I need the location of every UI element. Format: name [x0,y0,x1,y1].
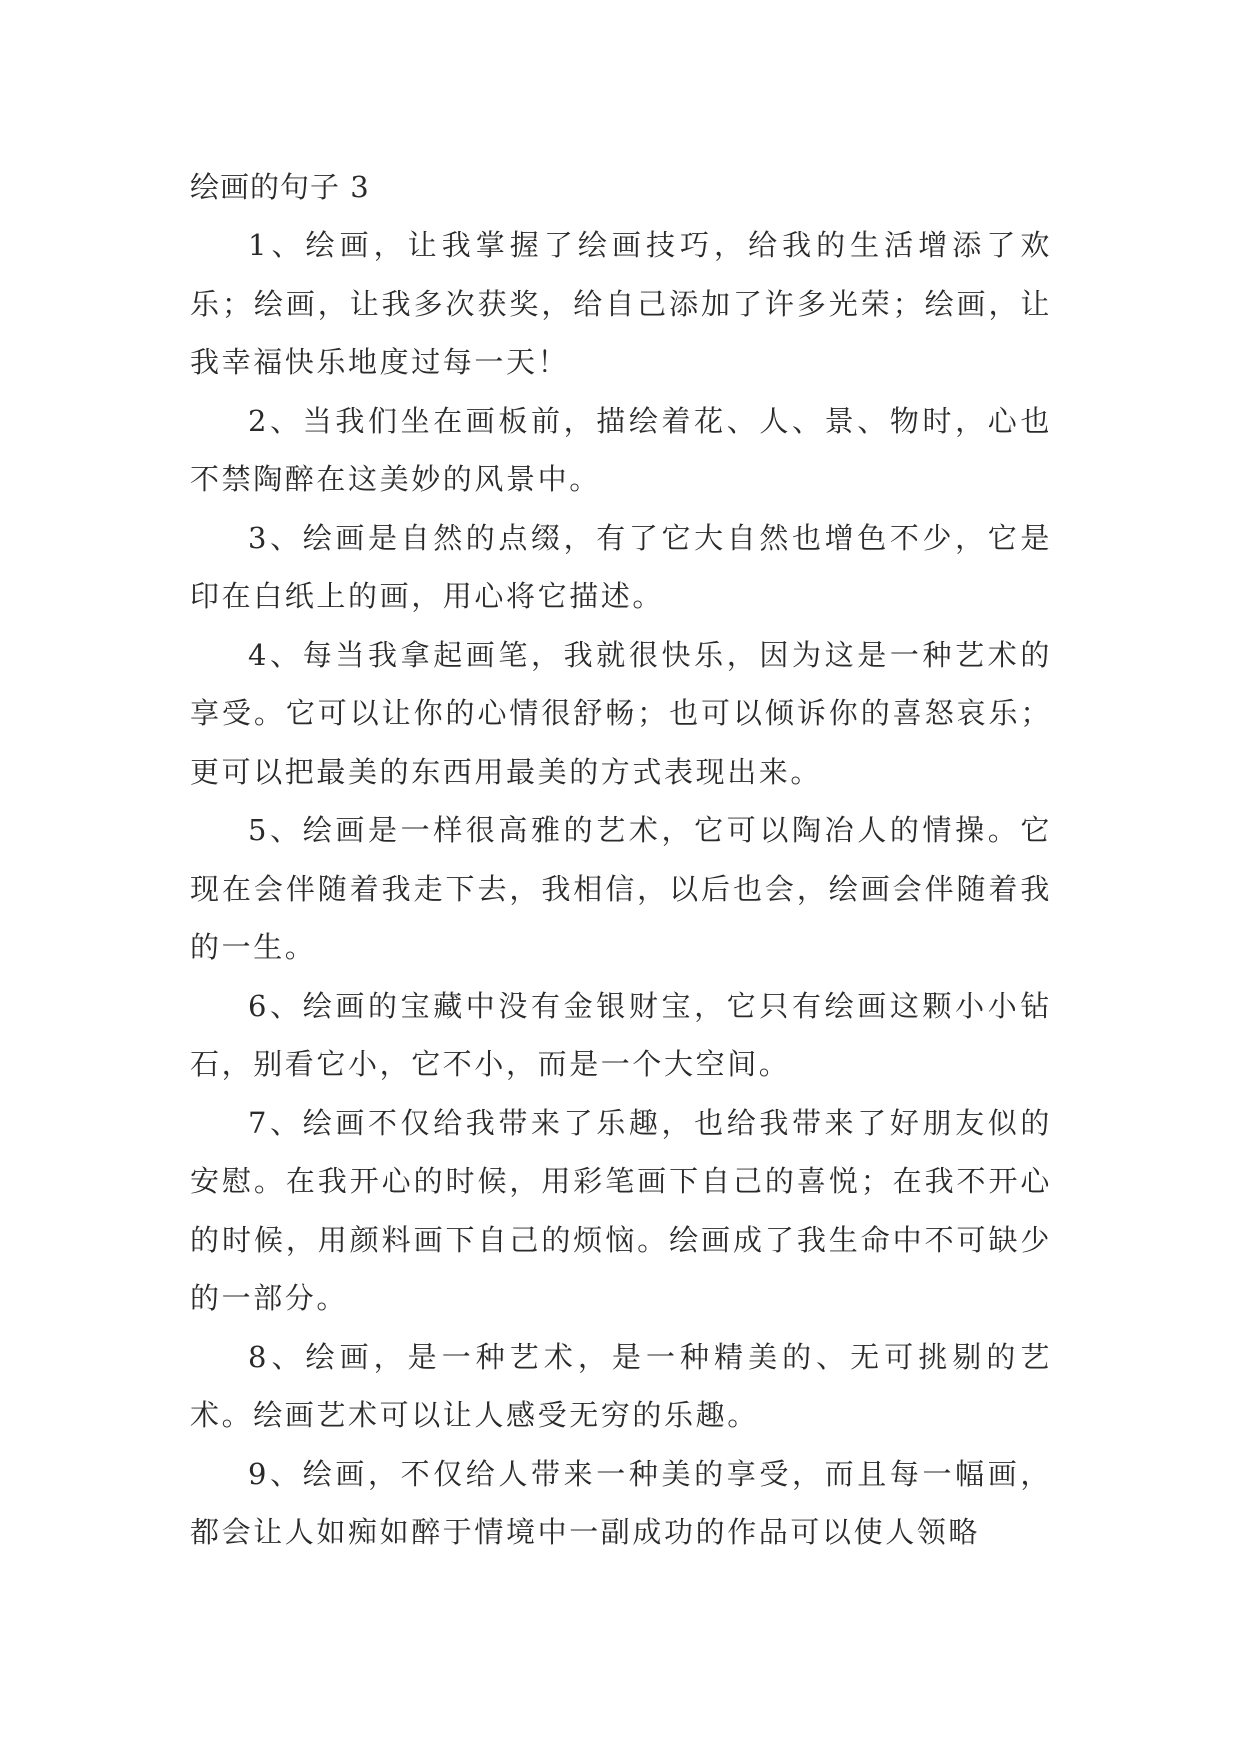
document-body [190,158,1052,1562]
paragraph-8: 8、绘画，是一种艺术，是一种精美的、无可挑剔的艺术。绘画艺术可以让人感受无穷的乐趣。 [190,1339,1052,1432]
paragraph-5: 5、绘画是一样很高雅的艺术，它可以陶冶人的情操。它现在会伴随着我走下去，我相信，以后也会，绘画会伴随着我的一生。 [190,813,1052,964]
paragraph-1: 1、绘画，让我掌握了绘画技巧，给我的生活增添了欢乐；绘画，让我多次获奖，给自己添加了许多光荣；绘画，让我幸福快乐地度过每一天！ [190,228,1052,379]
paragraph-9: 9、绘画，不仅给人带来一种美的享受，而且每一幅画，都会让人如痴如醉于情境中一副成功的作品可以使人领略 [190,1456,1052,1549]
paragraph-7: 7、绘画不仅给我带来了乐趣，也给我带来了好朋友似的安慰。在我开心的时候，用彩笔画下自己的喜悦；在我不开心的时候，用颜料画下自己的烦恼。绘画成了我生命中不可缺少的一部分。 [190,1105,1052,1315]
paragraph-4: 4、每当我拿起画笔，我就很快乐，因为这是一种艺术的享受。它可以让你的心情很舒畅；也可以倾诉你的喜怒哀乐；更可以把最美的东西用最美的方式表现出来。 [190,637,1052,789]
paragraph-6: 6、绘画的宝藏中没有金银财宝，它只有绘画这颗小小钻石，别看它小，它不小，而是一个大空间。 [190,988,1052,1081]
document-title: 绘画的句子 3 [190,170,370,204]
paragraph-2: 2、当我们坐在画板前，描绘着花、人、景、物时，心也不禁陶醉在这美妙的风景中。 [190,403,1052,496]
paragraph-3: 3、绘画是自然的点缀，有了它大自然也增色不少，它是印在白纸上的画，用心将它描述。 [190,520,1052,613]
